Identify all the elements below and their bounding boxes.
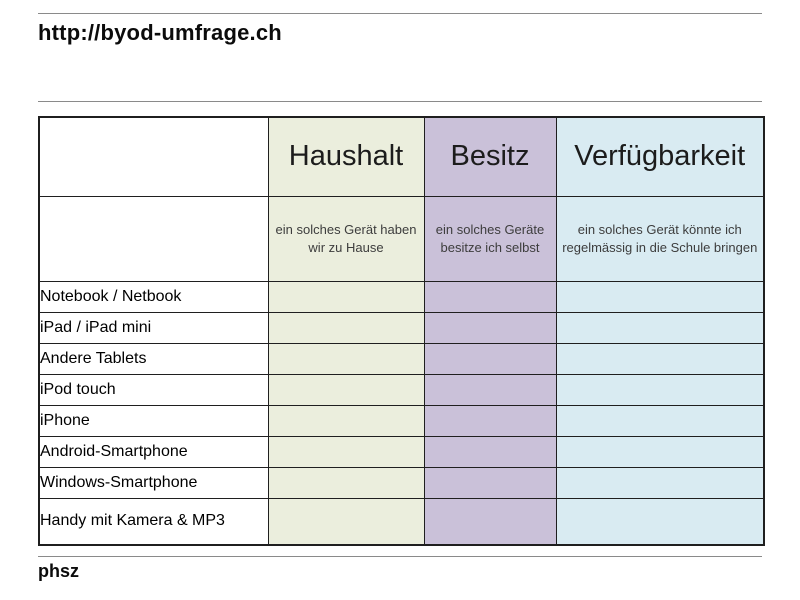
answer-cell <box>268 343 424 374</box>
answer-cell <box>424 343 556 374</box>
row-label: Windows-Smartphone <box>39 467 268 498</box>
header-rule <box>38 101 762 102</box>
table-row <box>39 343 764 374</box>
survey-table <box>38 116 765 546</box>
answer-cell <box>556 343 764 374</box>
column-header-besitz: Besitz <box>424 117 556 196</box>
row-label: Notebook / Netbook <box>39 281 268 312</box>
footer-rule <box>38 556 762 557</box>
column-header-verfuegbarkeit: Verfügbarkeit <box>556 117 764 196</box>
corner-cell <box>39 117 268 196</box>
answer-cell <box>268 312 424 343</box>
column-description-besitz: ein solches Geräte besitze ich selbst <box>424 196 556 281</box>
answer-cell <box>424 405 556 436</box>
answer-cell <box>556 312 764 343</box>
column-description-haushalt: ein solches Gerät haben wir zu Hause <box>268 196 424 281</box>
column-header-haushalt: Haushalt <box>268 117 424 196</box>
description-corner-cell <box>39 196 268 281</box>
answer-cell <box>556 498 764 545</box>
answer-cell <box>424 436 556 467</box>
table-row <box>39 467 764 498</box>
table-row <box>39 436 764 467</box>
answer-cell <box>424 498 556 545</box>
footer-logo-text: phsz <box>38 561 80 581</box>
row-label: iPod touch <box>39 374 268 405</box>
answer-cell <box>268 467 424 498</box>
row-label: Andere Tablets <box>39 343 268 374</box>
table-header-row <box>39 117 764 196</box>
answer-cell <box>268 436 424 467</box>
column-description-verfuegbarkeit: ein solches Gerät könnte ich regelmässig in die Schule bringen <box>556 196 764 281</box>
answer-cell <box>268 498 424 545</box>
page-title: http://byod-umfrage.ch <box>38 20 282 45</box>
row-label: iPhone <box>39 405 268 436</box>
answer-cell <box>556 281 764 312</box>
answer-cell <box>268 405 424 436</box>
top-rule <box>38 13 762 14</box>
answer-cell <box>424 312 556 343</box>
answer-cell <box>556 467 764 498</box>
table-row <box>39 312 764 343</box>
table-row <box>39 405 764 436</box>
answer-cell <box>424 281 556 312</box>
table-row <box>39 374 764 405</box>
answer-cell <box>556 374 764 405</box>
row-label: Android-Smartphone <box>39 436 268 467</box>
table-row <box>39 281 764 312</box>
table-description-row <box>39 196 764 281</box>
answer-cell <box>268 374 424 405</box>
answer-cell <box>556 405 764 436</box>
table-row <box>39 498 764 545</box>
row-label: iPad / iPad mini <box>39 312 268 343</box>
row-label: Handy mit Kamera & MP3 <box>39 498 268 545</box>
answer-cell <box>556 436 764 467</box>
answer-cell <box>424 467 556 498</box>
answer-cell <box>268 281 424 312</box>
answer-cell <box>424 374 556 405</box>
